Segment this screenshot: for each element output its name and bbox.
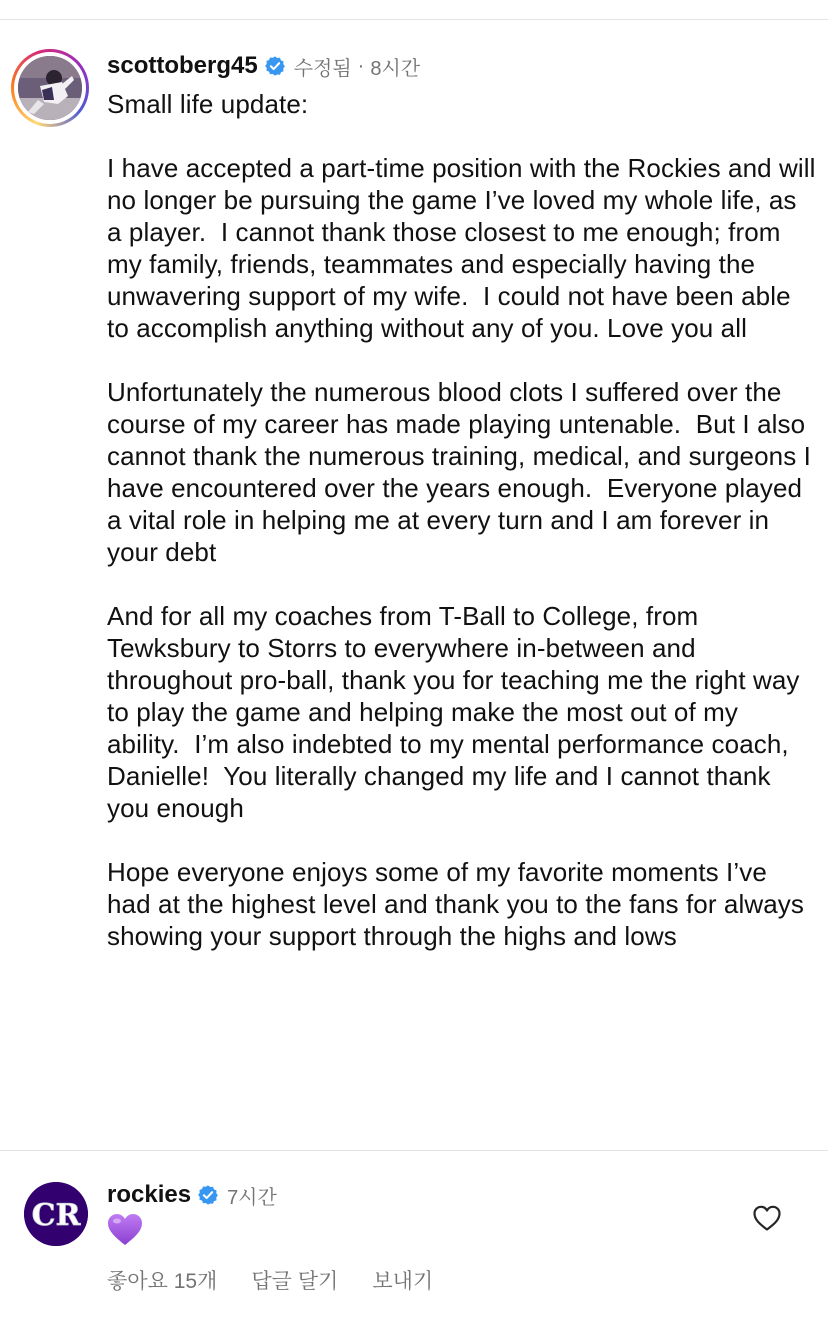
story-ring-avatar[interactable] [11,49,89,127]
heart-outline-icon [752,1204,782,1232]
verified-badge-icon [197,1184,219,1206]
rockies-logo-icon [24,1182,88,1246]
rockies-avatar[interactable] [24,1182,88,1246]
post-username[interactable]: scottoberg45 [107,52,258,79]
reply-button[interactable]: 답글 달기 [251,1270,339,1293]
comment-time: 7시간 [227,1186,277,1209]
edited-label: 수정됨 [293,57,352,80]
rockies-monogram: CR [31,1198,81,1233]
post-caption: Small life update: I have accepted a part-time position with the Rockies and will no longer be pursuing the game I’ve loved my whole life, as a player. I cannot thank those closest to me enough; from my family, friends, teammates and especially having the unwavering support of my wife. I could not have been able to accomplish anything without any of you. Love you all Unfortunately the numerous blood clots I suffered over the course of my career has made playing untenable. But I also cannot thank the numerous training, medical, and surgeons I have encountered over the years enough. Everyone played a vital role in helping me at every turn and I am forever in your debt And for all my coaches from T-Ball to College, from Tewksbury to Storrs to everywhere in-between and throughout pro-ball, thank you for teaching me the right way to play the game and helping make the most out of my ability. I’m also indebted to my mental performance coach, Danielle! You literally changed my life and I cannot thank you enough Hope everyone enjoys some of my favorite moments I’ve had at the highest level and thank you to the fans for always showing your support through the highs and lows [107,89,816,951]
comment-username[interactable]: rockies [107,1181,192,1208]
comment-divider [0,1150,828,1151]
comment-actions [107,1265,467,1295]
likes-count-button[interactable]: 좋아요 15개 [107,1270,218,1293]
comment-body [107,1213,147,1253]
top-divider [0,19,828,20]
comment-header [107,1179,277,1211]
meta-separator: · [357,54,365,77]
post-header [107,50,420,82]
avatar-photo-icon [18,56,82,120]
post-time: 8시간 [370,57,421,80]
avatar [18,56,82,120]
send-button[interactable]: 보내기 [372,1270,434,1293]
purple-heart-icon [107,1213,143,1247]
verified-badge-icon [264,55,286,77]
like-comment-button[interactable] [752,1204,782,1232]
